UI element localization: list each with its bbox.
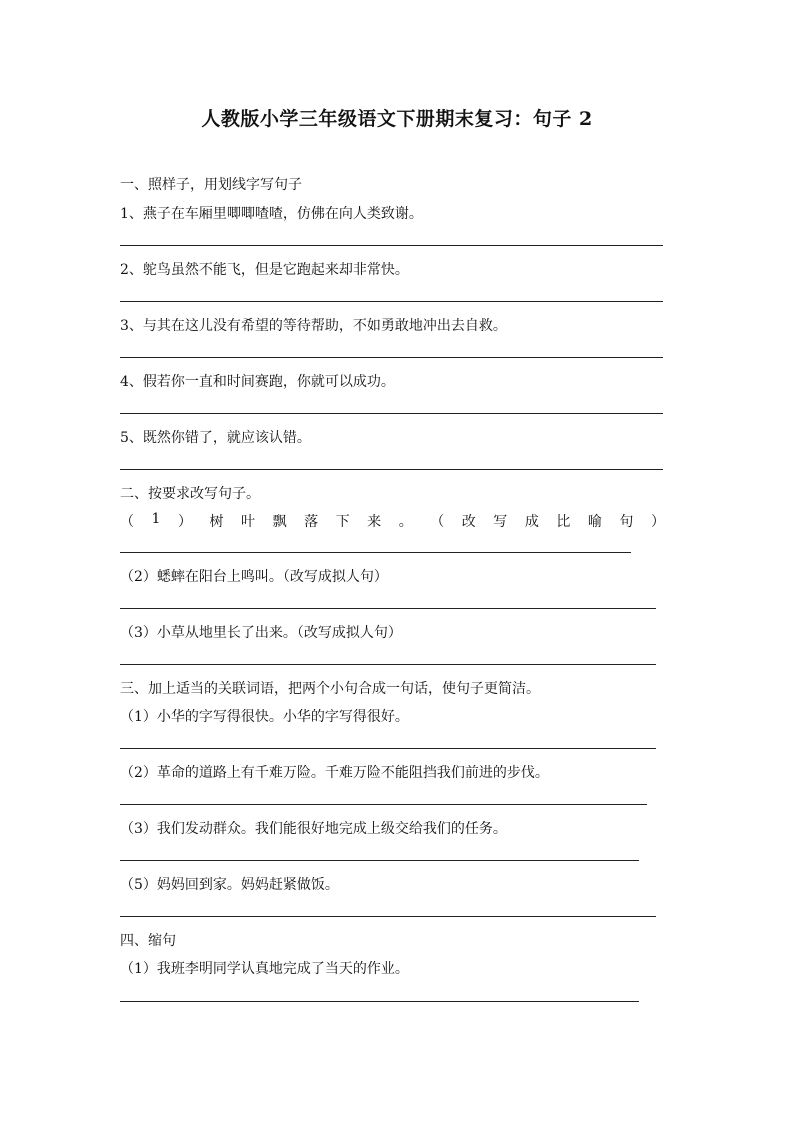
s2-q1-char: 树 (209, 514, 224, 530)
s2-q1-char: 1 (151, 511, 161, 527)
s2-q1-char: 来 (367, 514, 382, 530)
s2-q1-char: 比 (556, 514, 571, 530)
answer-line[interactable] (120, 245, 663, 246)
page-title: 人教版小学三年级语文下册期末复习：句子 2 (201, 108, 593, 130)
answer-line[interactable] (120, 748, 656, 749)
s2-q1-char: ） (650, 514, 665, 530)
s1-question-1: 1、燕子在车厢里唧唧喳喳，仿佛在向人类致谢。 (120, 206, 423, 222)
answer-line[interactable] (120, 469, 663, 470)
s3-question-1: （1）小华的字写得很快。小华的字写得很好。 (120, 709, 409, 725)
section-2-heading: 二、按要求改写句子。 (120, 486, 260, 502)
s2-q1-char: 句 (619, 514, 634, 530)
answer-line[interactable] (120, 357, 663, 358)
s2-question-2: （2）蟋蟀在阳台上鸣叫。（改写成拟人句） (120, 569, 388, 585)
s2-question-3: （3）小草从地里长了出来。（改写成拟人句） (120, 625, 402, 641)
s2-q1-char: 写 (493, 514, 508, 530)
s2-q1-char: （ (120, 514, 134, 530)
s2-q1-char: ） (177, 514, 192, 530)
s2-question-1 (120, 511, 665, 531)
s2-q1-char: （ (430, 514, 445, 530)
s3-question-2: （2）革命的道路上有千难万险。千难万险不能阻挡我们前进的步伐。 (120, 765, 549, 781)
s2-q1-char: 下 (335, 514, 350, 530)
answer-line[interactable] (120, 301, 663, 302)
s1-question-3: 3、与其在这儿没有希望的等待帮助，不如勇敢地冲出去自救。 (120, 318, 507, 334)
s2-q1-char: 飘 (272, 514, 287, 530)
answer-line[interactable] (120, 608, 656, 609)
section-1-heading: 一、照样子，用划线字写句子 (120, 177, 302, 193)
s3-question-5: （5）妈妈回到家。妈妈赶紧做饭。 (120, 877, 339, 893)
s3-question-3: （3）我们发动群众。我们能很好地完成上级交给我们的任务。 (120, 821, 507, 837)
answer-line[interactable] (120, 1001, 639, 1002)
section-3-heading: 三、加上适当的关联词语，把两个小句合成一句话，使句子更简洁。 (120, 681, 540, 697)
s2-q1-char: 落 (304, 514, 319, 530)
s2-q1-char: 改 (461, 514, 476, 530)
s1-question-4: 4、假若你一直和时间赛跑，你就可以成功。 (120, 374, 395, 390)
s2-q1-char: 。 (398, 514, 413, 530)
s1-question-5: 5、既然你错了，就应该认错。 (120, 430, 311, 446)
answer-line[interactable] (120, 860, 639, 861)
s2-q1-char: 喻 (587, 514, 602, 530)
answer-line[interactable] (120, 413, 663, 414)
s2-q1-char: 成 (524, 514, 539, 530)
answer-line[interactable] (120, 916, 656, 917)
s2-q1-char: 叶 (241, 514, 256, 530)
section-4-heading: 四、缩句 (120, 933, 176, 949)
answer-line[interactable] (120, 664, 656, 665)
answer-line[interactable] (120, 804, 647, 805)
s1-question-2: 2、鸵鸟虽然不能飞，但是它跑起来却非常快。 (120, 262, 409, 278)
answer-line[interactable] (120, 552, 631, 553)
s4-question-1: （1）我班李明同学认真地完成了当天的作业。 (120, 961, 409, 977)
